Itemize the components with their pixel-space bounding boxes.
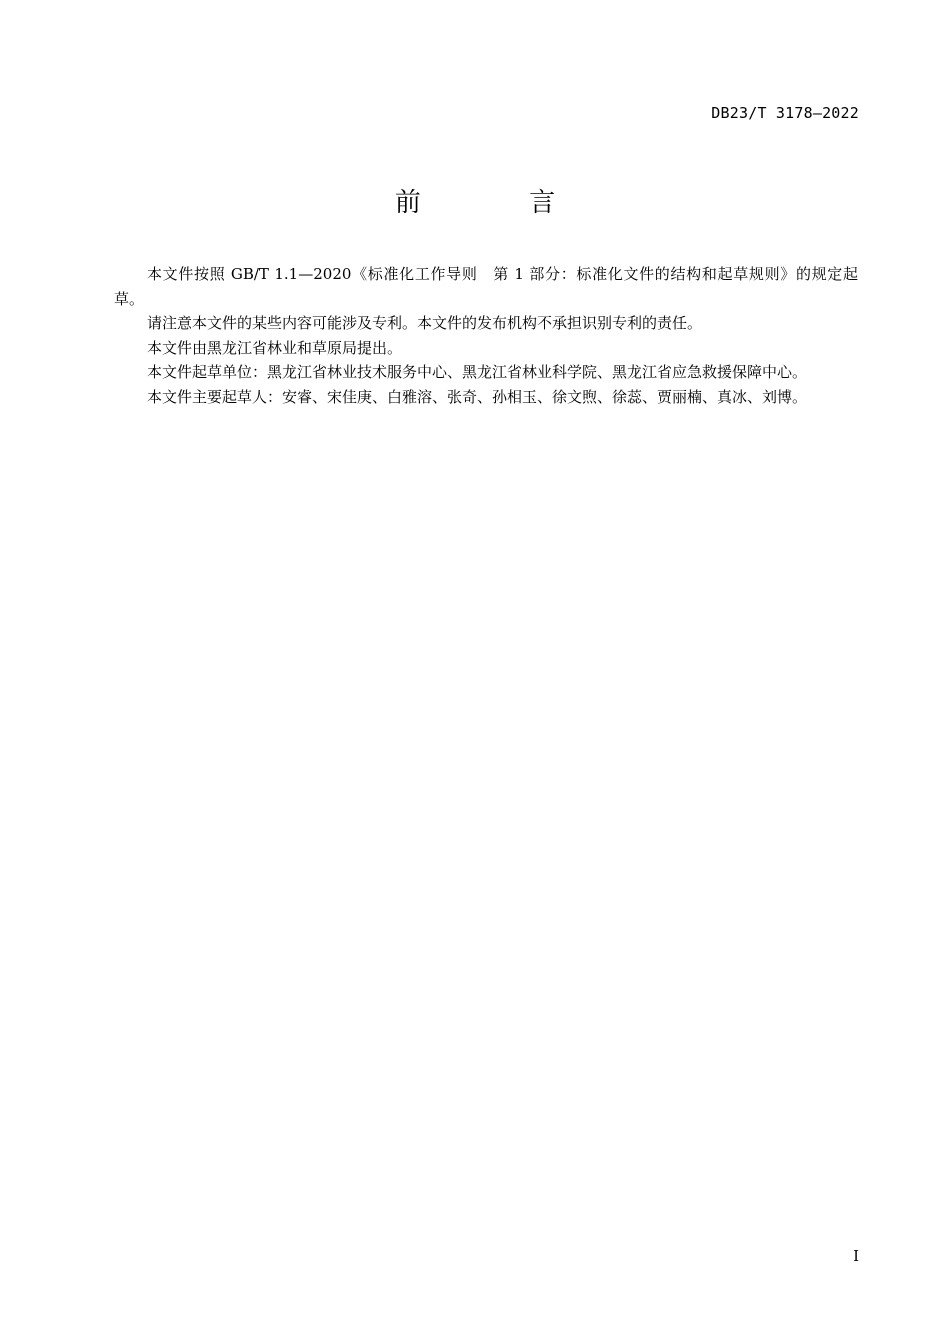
paragraph-drafters: 本文件主要起草人：安睿、宋佳庚、白雅溶、张奇、孙相玉、徐文煦、徐蕊、贾丽楠、真冰、刘博。 bbox=[147, 387, 808, 406]
foreword-body bbox=[114, 262, 858, 409]
page-title: 前 言 bbox=[394, 188, 606, 218]
paragraph-proposer: 本文件由黑龙江省林业和草原局提出。 bbox=[147, 338, 403, 357]
paragraph-drafting-rules: 本文件按照 GB/T 1.1—2020《标准化工作导则 第 1 部分：标准化文件的结构和起草规则》的规定起草。 bbox=[114, 265, 858, 308]
paragraph-patent-notice: 请注意本文件的某些内容可能涉及专利。本文件的发布机构不承担识别专利的责任。 bbox=[147, 314, 703, 332]
paragraph-drafting-units: 本文件起草单位：黑龙江省林业技术服务中心、黑龙江省林业科学院、黑龙江省应急救援保障中心。 bbox=[147, 363, 808, 381]
page-number: I bbox=[853, 1247, 859, 1265]
document-code: DB23/T 3178—2022 bbox=[711, 104, 859, 122]
